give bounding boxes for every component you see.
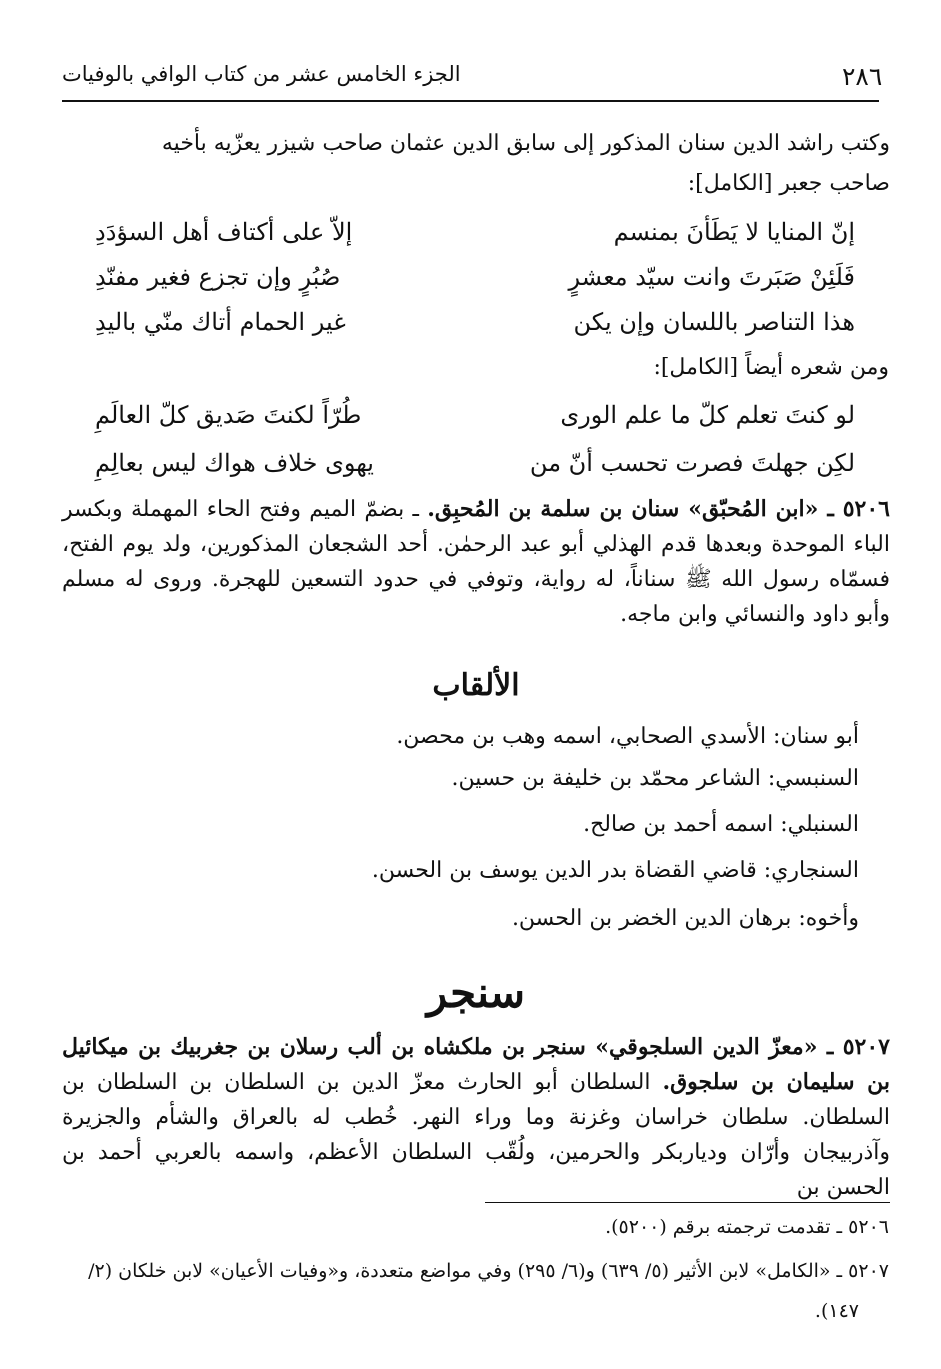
laqab-item: السنبسي: الشاعر محمّد بن خليفة بن حسين. [451,766,859,791]
entry-5207-text: السلطان أبو الحارث معزّ الدين بن السلطان بن السلطان بن السلطان. سلطان خراسان وغزنة وما وراء النهر. خُطب له بالعراق والشأم والجزيرة وآذربيجان وأرّان ودياربكر والحرمين، ولُقّب السلطان الأعظم، واسمه بالعربي أحمد بن الحسن بن [62,1070,890,1200]
laqab-item: السنجاري: قاضي القضاة بدر الدين يوسف بن الحسن. [371,858,859,883]
intro-line-1: وكتب راشد الدين سنان المذكور إلى سابق الدين عثمان صاحب شيزر يعزّيه بأخيه [161,131,890,156]
intro-line-2: صاحب جعبر [الكامل]: [687,171,890,196]
entry-5207-heading: ٥٢٠٧ ـ «معزّ الدين السلجوقي» سنجر بن ملكشاه بن ألب رسلان بن جغربيك بن ميكائيل بن سليمان بن سلجوق. [62,1034,890,1095]
footnote-separator [485,1202,890,1203]
footnote-5206: ٥٢٠٦ ـ تقدمت ترجمته برقم (٥٢٠٠). [605,1216,889,1238]
entry-5206 [62,492,890,632]
verse-first-hemistich: فَلَئِنْ صَبَرتَ وانت سيّد معشرٍ [568,263,855,291]
section-title-sanjar: سنجر [426,968,526,1017]
entry-5207 [62,1030,890,1205]
laqab-item: أبو سنان: الأسدي الصحابي، اسمه وهب بن محصن. [396,724,859,749]
verse-second-hemistich: صُبُرٍ وإن تجزع فغير مفنّدِ [95,263,341,291]
running-head: الجزء الخامس عشر من كتاب الوافي بالوفيات [62,62,461,86]
verse-first-hemistich: لو كنتَ تعلم كلّ ما علم الورى [560,401,855,429]
verse-first-hemistich: إنّ المنايا لا يَطَأنَ بمنسم [613,218,855,246]
laqab-item: السنبلي: اسمه أحمد بن صالح. [583,812,859,837]
poem2-verse [95,440,855,486]
laqab-item: وأخوه: برهان الدين الخضر بن الحسن. [511,906,859,931]
section-title-alqab: الألقاب [432,668,520,703]
poem1-verse [95,299,855,345]
poem1-verse [95,254,855,300]
verse-first-hemistich: هذا التناصر باللسان وإن يكن [573,308,855,336]
verse-second-hemistich: طُرّاً لكنتَ صَديق كلّ العالَمِ [95,401,362,429]
verse-first-hemistich: لكِن جهلتَ فصرت تحسب أنّ من [529,449,855,477]
verse-second-hemistich: غير الحمام أتاك منّي باليدِ [95,308,346,336]
entry-5206-text: ـ بضمّ الميم وفتح الحاء المهملة وبكسر الباء الموحدة وبعدها قدم الهذلي أبو عبد الرحمٰن. أحد الشجعان المذكورين، ولد يوم الفتح، فسمّاه رسول الله ﷺ سناناً، له رواية، وتوفي في حدود التسعين للهجرة. وروى له مسلم وأبو داود والنسائي وابن ماجه. [62,497,890,627]
header-rule [62,100,879,102]
footnote-5207-continued: ١٤٧). [814,1300,859,1322]
verse-second-hemistich: يهوى خلاف هواك ليس بعالِمِ [95,449,374,477]
poem2-intro: ومن شعره أيضاً [الكامل]: [653,355,889,380]
page-number: ٢٨٦ [842,62,883,91]
verse-second-hemistich: إلاّ على أكتاف أهل السؤدَدِ [95,218,353,246]
footnote-5207: ٥٢٠٧ ـ «الكامل» لابن الأثير (٥/ ٦٣٩) و(٦/ ٢٩٥) وفي مواضع متعددة، و«وفيات الأعيان» لابن خلكان (٢/ [88,1260,889,1282]
poem1-verse [95,209,855,255]
entry-5206-heading: ٥٢٠٦ ـ «ابن المُحبّق» سنان بن سلمة بن المُحبِق. [427,496,890,522]
poem2-verse [95,392,855,438]
